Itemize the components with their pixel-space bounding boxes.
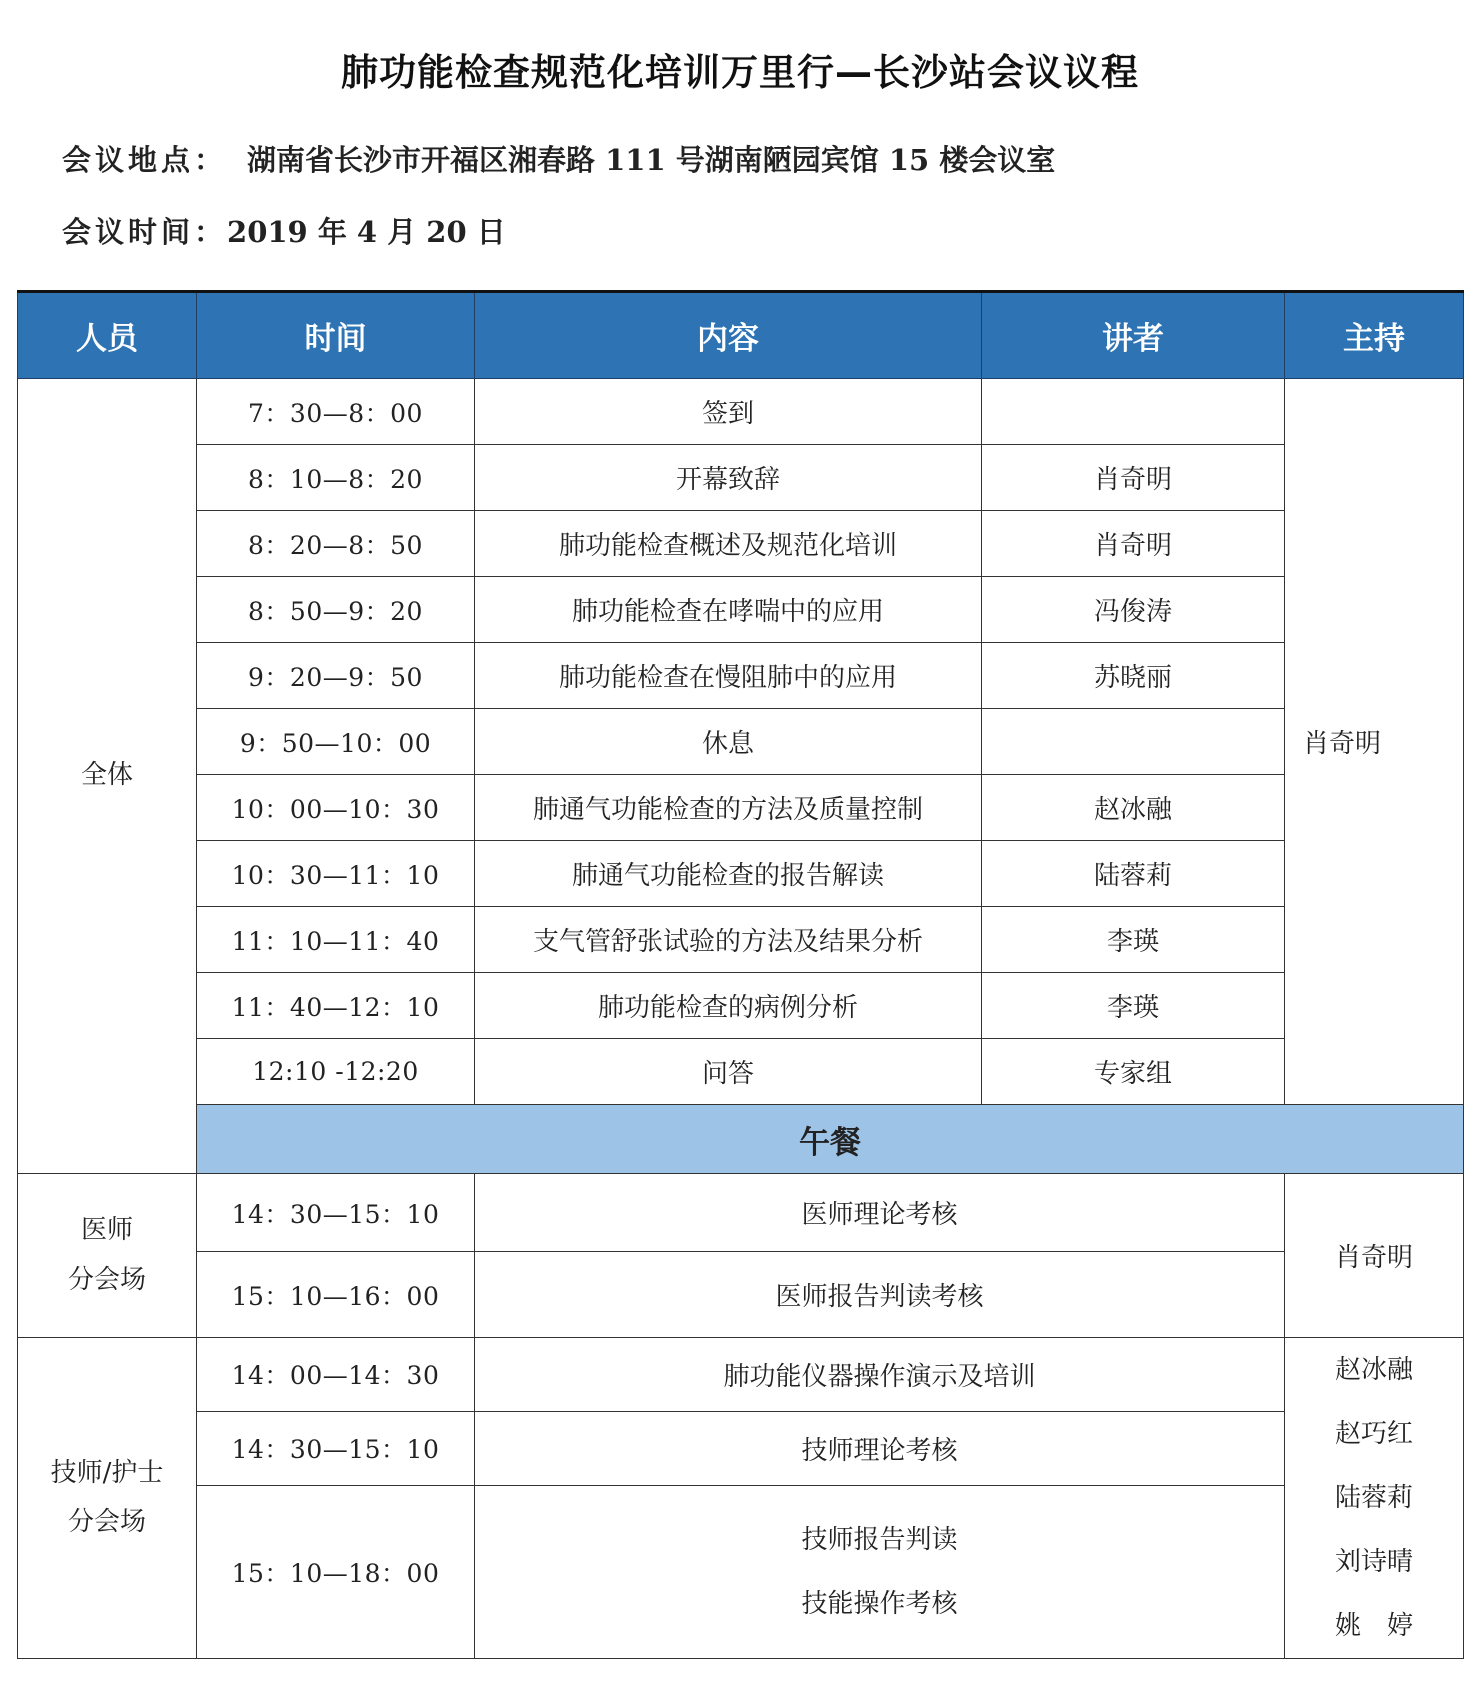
session-speaker [982,379,1285,445]
meeting-place [62,138,1055,179]
session-content: 技师理论考核 [475,1411,1285,1485]
session-time: 15：10—18：00 [197,1485,475,1658]
session-content-line1: 技师报告判读 [801,1524,958,1555]
header-host: 主持 [1285,292,1464,379]
group-doctor [18,1174,197,1338]
session-time: 8：20—8：50 [197,511,475,577]
session-speaker [982,709,1285,775]
meeting-time [62,210,506,251]
table-row [18,1039,1464,1105]
session-content: 肺功能检查在哮喘中的应用 [475,577,982,643]
table-row [18,841,1464,907]
session-content: 肺功能仪器操作演示及培训 [475,1338,1285,1412]
host-tech-name: 陆蓉莉 [1334,1483,1413,1513]
session-content: 肺功能检查的病例分析 [475,973,982,1039]
session-speaker: 专家组 [982,1039,1285,1105]
host-all: 肖奇明 [1285,379,1464,1105]
table-row [18,577,1464,643]
meeting-time-value: 2019 年 4 月 20 日 [227,215,506,249]
table-row [18,1174,1464,1252]
table-row [18,1338,1464,1412]
session-content: 签到 [475,379,982,445]
lunch-row [18,1105,1464,1174]
session-time: 8：50—9：20 [197,577,475,643]
session-content: 开幕致辞 [475,445,982,511]
session-speaker: 苏晓丽 [982,643,1285,709]
table-row [18,1411,1464,1485]
group-tech-line2: 分会场 [67,1507,146,1537]
host-tech-name: 赵巧红 [1334,1419,1413,1449]
table-row [18,379,1464,445]
session-content: 医师理论考核 [475,1174,1285,1252]
session-content: 医师报告判读考核 [475,1252,1285,1338]
session-content [475,1485,1285,1658]
header-speaker: 讲者 [982,292,1285,379]
host-tech [1285,1338,1464,1659]
session-time: 9：50—10：00 [197,709,475,775]
session-time: 11：10—11：40 [197,907,475,973]
session-time: 14：30—15：10 [197,1411,475,1485]
session-speaker: 冯俊涛 [982,577,1285,643]
table-row [18,775,1464,841]
header-content: 内容 [475,292,982,379]
host-tech-name: 赵冰融 [1334,1355,1413,1385]
group-doctor-line2: 分会场 [67,1264,146,1295]
session-speaker: 李瑛 [982,973,1285,1039]
session-content: 肺通气功能检查的报告解读 [475,841,982,907]
table-header-row [18,292,1464,379]
table-row [18,907,1464,973]
session-speaker: 李瑛 [982,907,1285,973]
session-content-line2: 技能操作考核 [801,1588,958,1619]
session-content: 肺功能检查概述及规范化培训 [475,511,982,577]
lunch-break: 午餐 [197,1105,1464,1174]
session-content: 肺功能检查在慢阻肺中的应用 [475,643,982,709]
session-time: 9：20—9：50 [197,643,475,709]
session-content: 肺通气功能检查的方法及质量控制 [475,775,982,841]
host-tech-name: 姚 婷 [1334,1611,1413,1641]
session-speaker: 赵冰融 [982,775,1285,841]
session-speaker: 肖奇明 [982,511,1285,577]
group-tech [18,1338,197,1659]
meeting-place-label: 会议地点： [62,143,228,177]
session-time: 10：30—11：10 [197,841,475,907]
session-time: 11：40—12：10 [197,973,475,1039]
meeting-place-value: 湖南省长沙市开福区湘春路 111 号湖南陋园宾馆 15 楼会议室 [247,143,1056,177]
host-tech-name: 刘诗晴 [1334,1547,1413,1577]
session-time: 14：30—15：10 [197,1174,475,1252]
table-row [18,709,1464,775]
session-time: 15：10—16：00 [197,1252,475,1338]
session-speaker: 陆蓉莉 [982,841,1285,907]
table-row [18,511,1464,577]
host-doctor: 肖奇明 [1285,1174,1464,1338]
group-doctor-line1: 医师 [80,1215,133,1246]
session-time: 8：10—8：20 [197,445,475,511]
agenda-table [17,290,1464,1659]
session-time: 7：30—8：00 [197,379,475,445]
session-content: 支气管舒张试验的方法及结果分析 [475,907,982,973]
session-content: 问答 [475,1039,982,1105]
group-tech-line1: 技师/护士 [50,1457,164,1488]
session-content: 休息 [475,709,982,775]
table-row [18,1252,1464,1338]
table-row [18,1485,1464,1658]
session-time: 14：00—14：30 [197,1338,475,1412]
group-all: 全体 [18,379,197,1174]
session-speaker: 肖奇明 [982,445,1285,511]
meeting-time-label: 会议时间： [62,215,228,249]
table-row [18,643,1464,709]
table-row [18,973,1464,1039]
header-personnel: 人员 [18,292,197,379]
table-row [18,445,1464,511]
header-time: 时间 [197,292,475,379]
page-title: 肺功能检查规范化培训万里行—长沙站会议议程 [341,51,1139,94]
session-time: 12:10 -12:20 [197,1039,475,1105]
session-time: 10：00—10：30 [197,775,475,841]
